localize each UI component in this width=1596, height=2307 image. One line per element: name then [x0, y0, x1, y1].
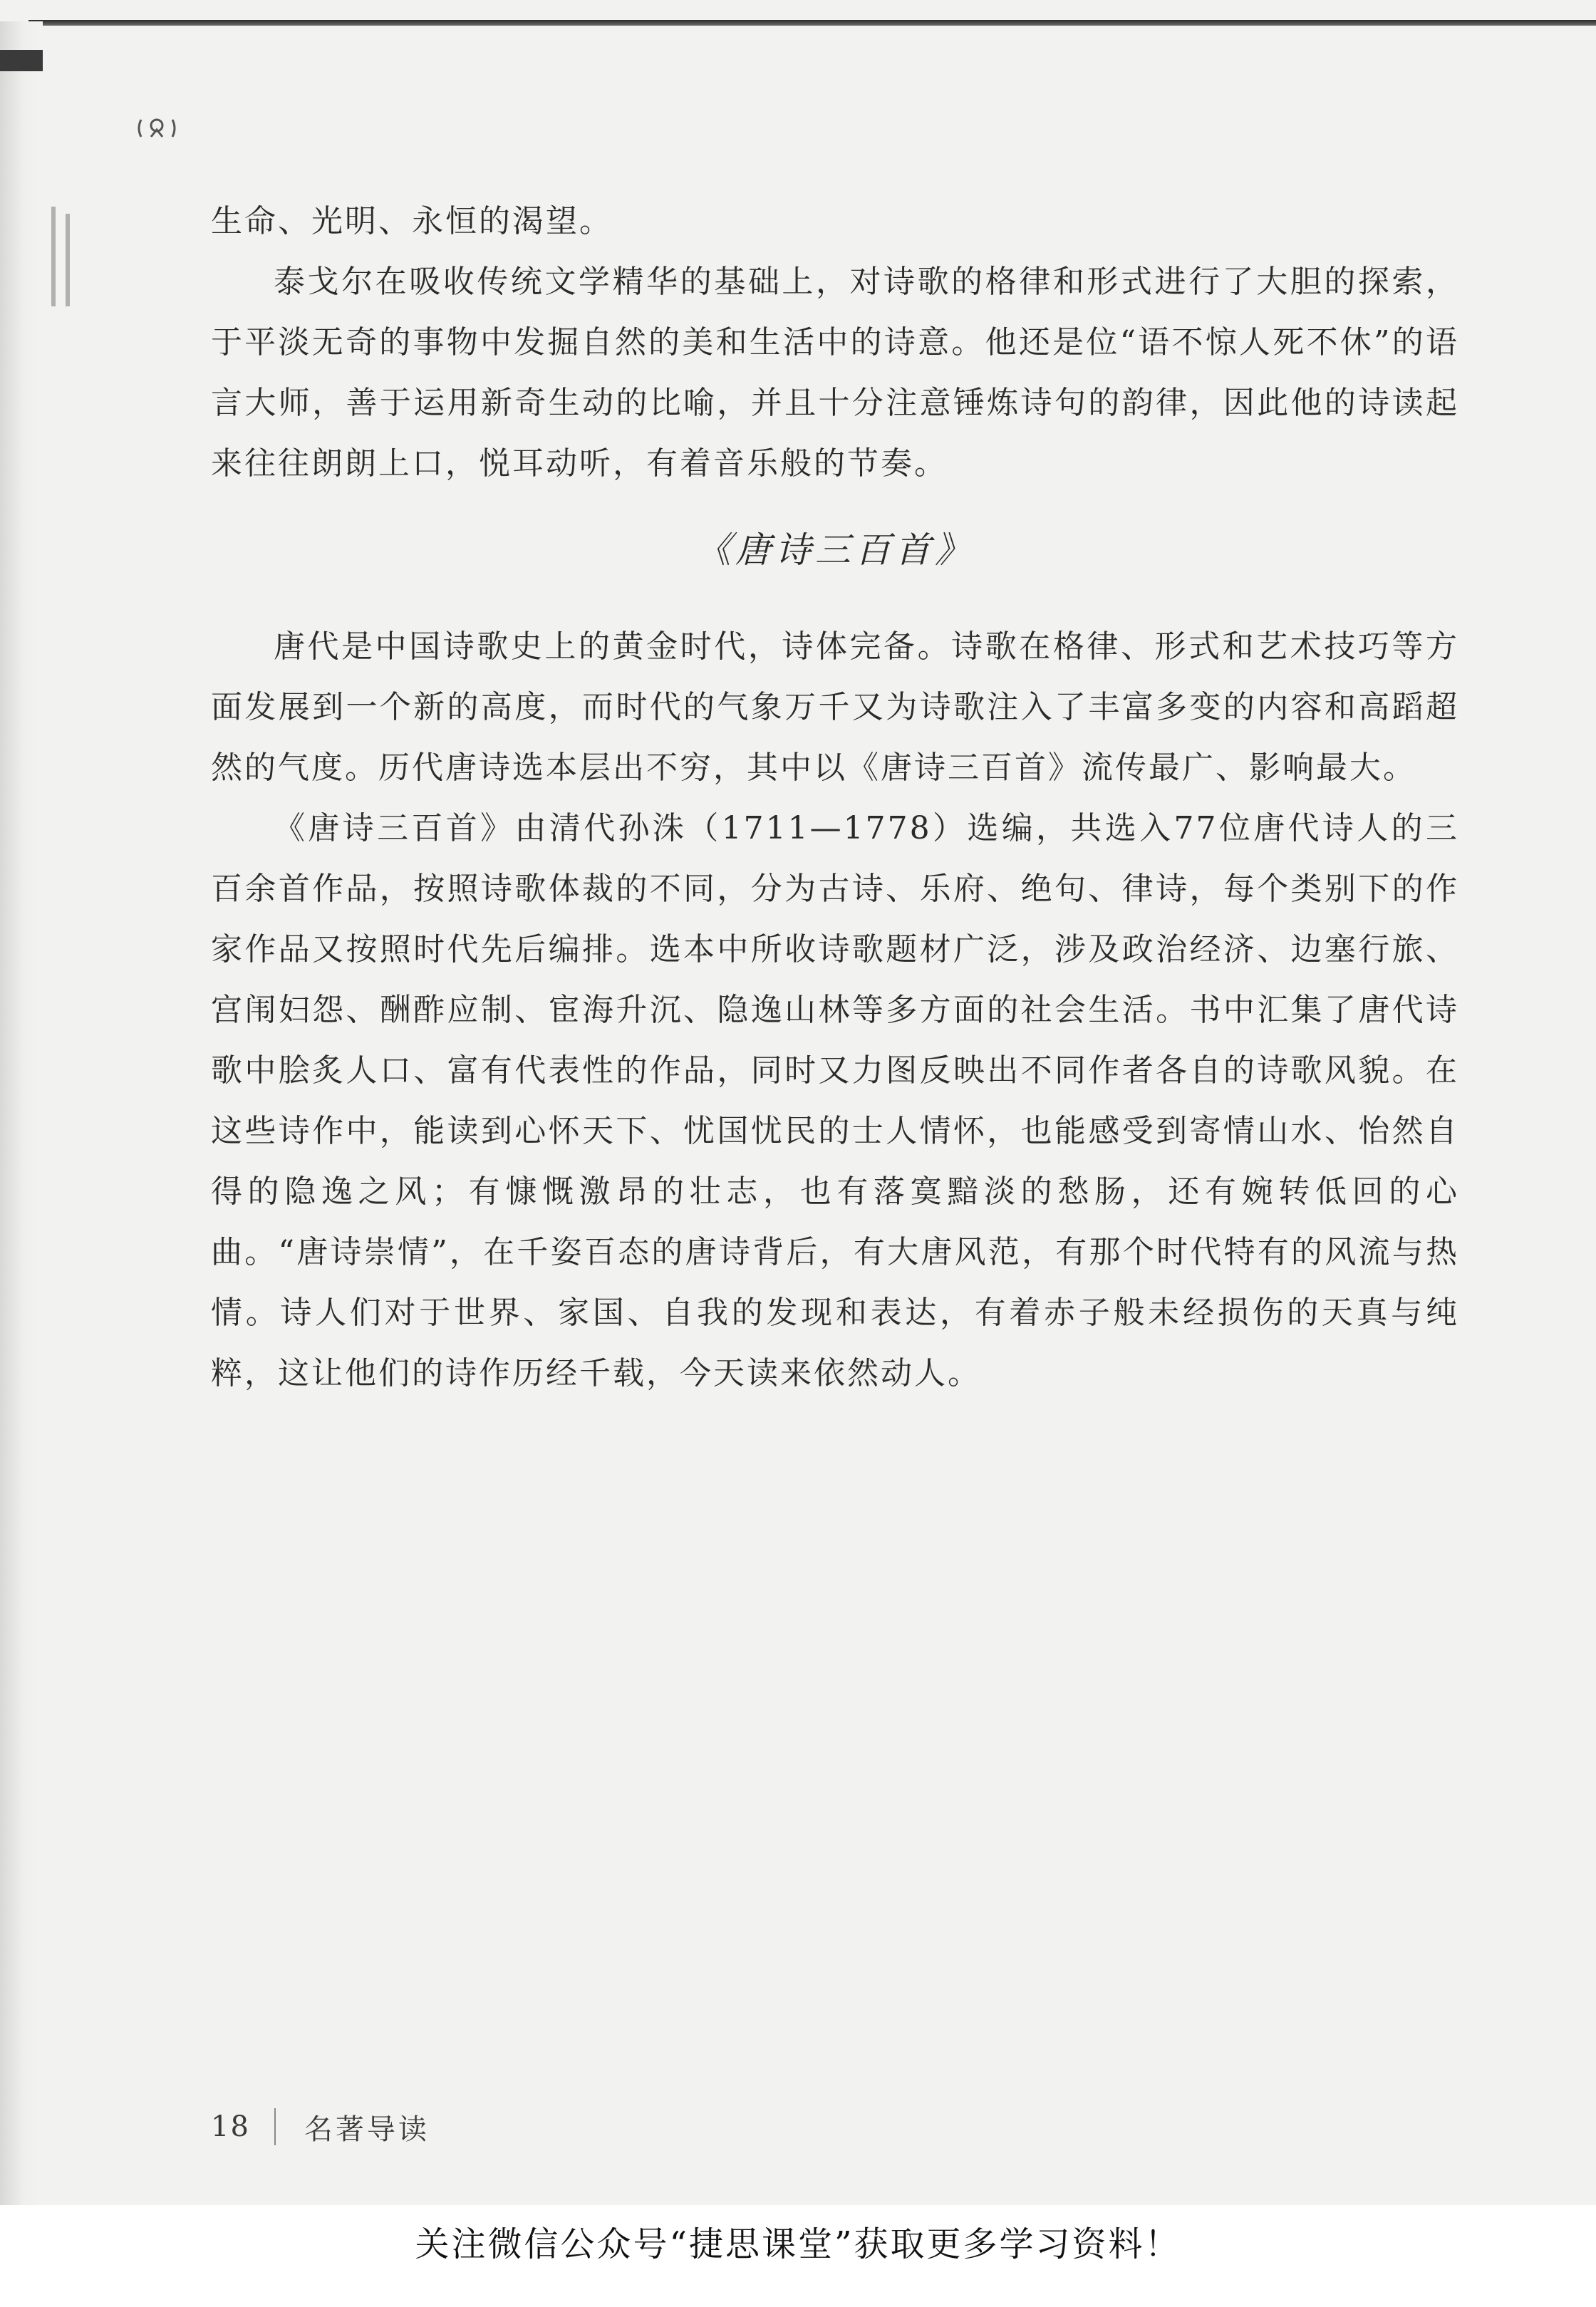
- scan-left-edge: [0, 21, 43, 2205]
- body-paragraph: 泰戈尔在吸收传统文学精华的基础上，对诗歌的格律和形式进行了大胆的探索，于平淡无奇的事物中发掘自然的美和生活中的诗意。他还是位“语不惊人死不休”的语言大师，善于运用新奇生动的比喻，并且十分注意锤炼诗句的韵律，因此他的诗读起来往往朗朗上口，悦耳动听，有着音乐般的节奏。: [211, 264, 1459, 482]
- watermark-banner: 关注微信公众号“捷思课堂”获取更多学习资料！: [415, 2224, 1181, 2264]
- scan-top-edge: [28, 20, 1596, 26]
- section-title: 《唐诗三百首》: [695, 529, 975, 571]
- book-series-title: 名著导读: [304, 2112, 430, 2146]
- margin-mark: [51, 207, 56, 306]
- page-footer: [211, 2105, 430, 2148]
- page-body: [211, 191, 1459, 1404]
- body-paragraph: 《唐诗三百首》由清代孙洙（1711—1778）选编，共选入77位唐代诗人的三百余首作品，按照诗歌体裁的不同，分为古诗、乐府、绝句、律诗，每个类别下的作家作品又按照时代先后编排。选本中所收诗歌题材广泛，涉及政治经济、边塞行旅、宫闱妇怨、酬酢应制、宦海升沉、隐逸山林等多方面的社会生活。书中汇集了唐代诗歌中脍炙人口、富有代表性的作品，同时又力图反映出不同作者各自的诗歌风貌。在这些诗作中，能读到心怀天下、忧国忧民的士人情怀，也能感受到寄情山水、怡然自得的隐逸之风；有慷慨激昂的壮志，也有落寞黯淡的愁肠，还有婉转低回的心曲。“唐诗崇情”，在千姿百态的唐诗背后，有大唐风范，有那个时代特有的风流与热情。诗人们对于世界、家国、自我的发现和表达，有着赤子般未经损伤的天真与纯粹，这让他们的诗作历经千载，今天读来依然动人。: [211, 810, 1459, 1391]
- corner-logo-icon: [135, 114, 178, 142]
- page-number: 18: [211, 2110, 250, 2143]
- body-paragraph: 生命、光明、永恒的渴望。: [211, 203, 613, 239]
- footer-divider: [274, 2108, 276, 2145]
- margin-mark: [66, 214, 70, 306]
- body-paragraph: 唐代是中国诗歌史上的黄金时代，诗体完备。诗歌在格律、形式和艺术技巧等方面发展到一个新的高度，而时代的气象万千又为诗歌注入了丰富多变的内容和高蹈超然的气度。历代唐诗选本层出不穷，其中以《唐诗三百首》流传最广、影响最大。: [211, 628, 1459, 786]
